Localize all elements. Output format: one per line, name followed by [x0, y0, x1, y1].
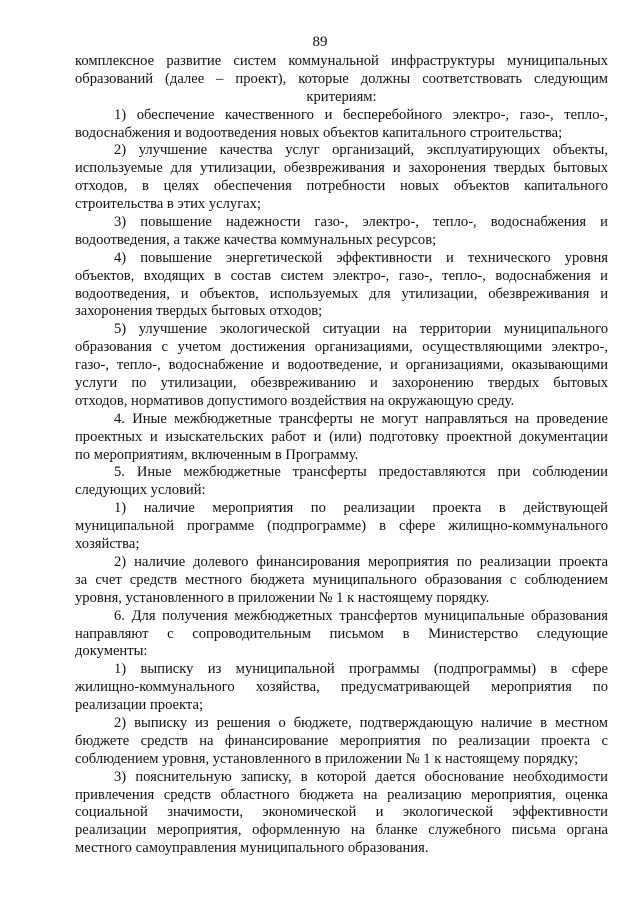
text-line: 4) повышение энергетической эффективности и технического уровня: [114, 249, 608, 266]
text-line: комплексное развитие систем коммунальной инфраструктуры муниципальных: [75, 53, 608, 69]
text-line: 3) повышение надежности газо-, электро-, тепло-, водоснабжения и: [114, 214, 608, 231]
text-line: хозяйства;: [75, 536, 140, 553]
text-line: за счет средств местного бюджета муниципального образования с соблюдением: [75, 571, 608, 588]
page-number: 89: [312, 34, 328, 50]
paragraph-item-4: [75, 411, 608, 465]
text-line: 6. Для получения межбюджетных трансфертов муниципальные образования: [114, 607, 608, 624]
text-line: критериям:: [306, 88, 377, 105]
text-line: уровня, установленного в приложении № 1 к настоящему порядку.: [75, 589, 490, 606]
text-line: соблюдением уровня, установленного в приложении № 1 к настоящему порядку;: [75, 750, 579, 767]
text-line: бюджете средств на финансирование мероприятия по реализации проекта с: [75, 732, 608, 749]
paragraph-doc-3: [75, 769, 608, 858]
text-line: образований (далее – проект), которые должны соответствовать следующим: [75, 70, 608, 87]
paragraph-intro: [75, 53, 608, 107]
text-line: социальной значимости, экономической и экологической эффективности: [75, 804, 608, 821]
paragraph-item-6: [75, 608, 608, 662]
document-body: [75, 53, 608, 858]
text-line: объектов, входящих в состав систем электро-, газо-, тепло-, водоснабжения и: [75, 267, 608, 284]
text-line: образования с учетом достижения организациями, осуществляющими электро-,: [75, 339, 608, 356]
text-line: местного самоуправления муниципального образования.: [75, 840, 429, 857]
text-line: 1) выписку из муниципальной программы (подпрограммы) в сфере: [114, 661, 608, 678]
paragraph-cond-1: [75, 500, 608, 554]
paragraph-crit-3: [75, 214, 608, 250]
text-line: водоснабжения и водоотведения новых объектов капитального строительства;: [75, 124, 563, 141]
text-line: 2) наличие долевого финансирования мероприятия по реализации проекта: [114, 553, 608, 570]
paragraph-item-5: [75, 464, 608, 500]
text-line: 1) обеспечение качественного и бесперебойного электро-, газо-, тепло-,: [114, 106, 608, 123]
text-line: 2) улучшение качества услуг организаций, эксплуатирующих объекты,: [114, 142, 608, 159]
text-line: строительства в этих услугах;: [75, 196, 262, 213]
text-line: 5) улучшение экологической ситуации на территории муниципального: [114, 321, 608, 338]
text-line: используемые для утилизации, обезвреживания и захоронения твердых бытовых: [75, 160, 608, 177]
text-line: отходов, нормативов допустимого воздействия на окружающую среду.: [75, 392, 515, 409]
text-line: по мероприятиям, включенным в Программу.: [75, 446, 359, 463]
paragraph-crit-5: [75, 321, 608, 410]
text-line: водоотведения, а также качества коммунальных ресурсов;: [75, 231, 437, 248]
text-line: захоронения твердых бытовых отходов;: [75, 303, 323, 320]
text-line: следующих условий:: [75, 482, 206, 499]
text-line: 5. Иные межбюджетные трансферты предоставляются при соблюдении: [114, 464, 608, 481]
paragraph-crit-4: [75, 250, 608, 322]
text-line: реализации проекта;: [75, 697, 204, 714]
text-line: отходов, в целях обеспечения потребности новых объектов капитального: [75, 178, 608, 195]
text-line: проектных и изыскательских работ и (или) подготовку проектной документации: [75, 428, 608, 445]
text-line: направляют с сопроводительным письмом в Министерство следующие: [75, 625, 608, 642]
text-line: водоотведения, и объектов, используемых для утилизации, обезвреживания и: [75, 285, 608, 302]
text-line: 1) наличие мероприятия по реализации проекта в действующей: [114, 500, 608, 517]
paragraph-crit-1: [75, 107, 608, 143]
text-line: газо-, тепло-, водоснабжение и водоотведение, и организациями, оказывающими: [75, 357, 608, 374]
text-line: 2) выписку из решения о бюджете, подтверждающую наличие в местном: [114, 714, 608, 731]
text-line: услуги по утилизации, обезвреживанию и захоронению твердых бытовых: [75, 375, 608, 392]
paragraph-cond-2: [75, 554, 608, 608]
text-line: жилищно-коммунального хозяйства, предусматривающей мероприятия по: [75, 679, 608, 696]
paragraph-doc-2: [75, 715, 608, 769]
text-line: муниципальной программе (подпрограмме) в сфере жилищно-коммунального: [75, 518, 608, 535]
text-line: 3) пояснительную записку, в которой дается обоснование необходимости: [114, 768, 608, 785]
text-line: 4. Иные межбюджетные трансферты не могут направляться на проведение: [114, 410, 608, 427]
text-line: документы:: [75, 643, 148, 660]
text-line: привлечения средств областного бюджета на реализацию мероприятия, оценка: [75, 786, 608, 803]
paragraph-crit-2: [75, 142, 608, 214]
paragraph-doc-1: [75, 661, 608, 715]
text-line: реализации мероприятия, оформленную на бланке служебного письма органа: [75, 822, 608, 839]
